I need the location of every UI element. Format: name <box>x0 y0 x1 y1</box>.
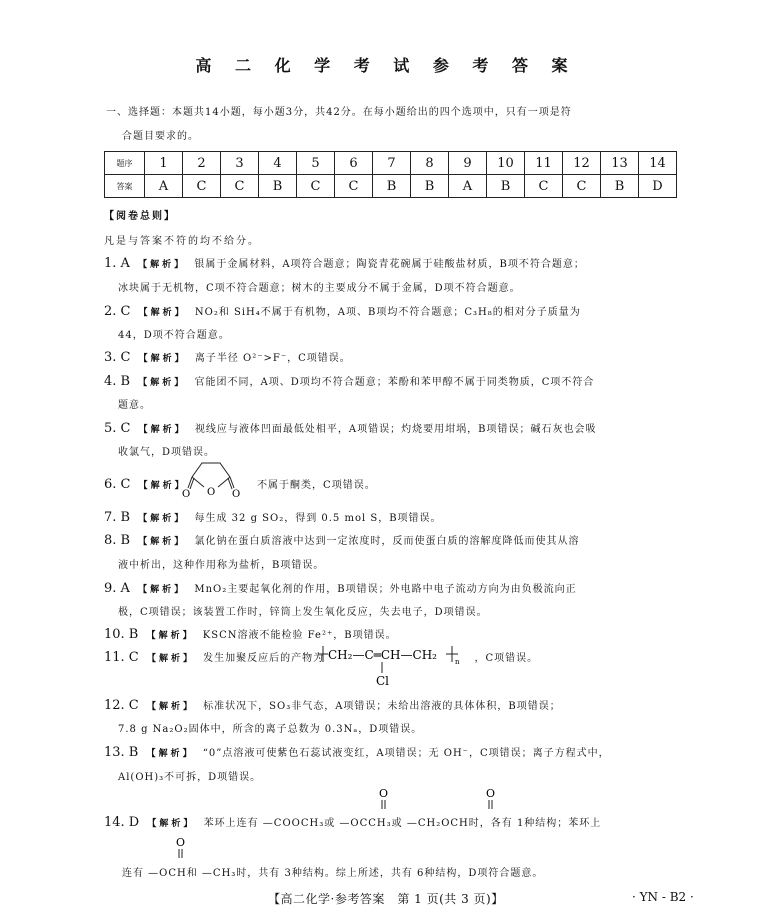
table-cell: 8 <box>411 152 449 175</box>
formula-cl: Cl <box>376 674 390 688</box>
analysis-tag: 【解析】 <box>146 631 195 641</box>
rules-text: 凡是与答案不符的均不给分。 <box>104 236 260 247</box>
table-cell: 9 <box>449 152 487 175</box>
question-number: 10. B <box>104 627 139 642</box>
question-3 <box>104 349 351 365</box>
polymer-formula-icon <box>318 640 466 690</box>
table-cell: B <box>373 175 411 198</box>
question-8 <box>104 532 579 548</box>
table-row-answers <box>105 175 677 198</box>
rules-heading: 【阅卷总则】 <box>104 211 176 222</box>
analysis-tag: 【解析】 <box>138 354 187 364</box>
carbonyl-mark-icon <box>168 834 198 860</box>
question-number: 9. A <box>104 581 130 596</box>
table-row-numbers <box>105 152 677 175</box>
table-cell: C <box>563 175 601 198</box>
table-cell: 1 <box>145 152 183 175</box>
question-text: 银属于金属材料，A项符合题意；陶瓷青花碗属于硅酸盐材质，B项不符合题意； <box>194 259 585 270</box>
table-cell: C <box>335 175 373 198</box>
question-text: 每生成 32 g SO₂，得到 0.5 mol S，B项错误。 <box>194 513 442 524</box>
svg-text:O: O <box>207 487 216 498</box>
table-cell: C <box>525 175 563 198</box>
table-cell: B <box>601 175 639 198</box>
svg-text:O: O <box>182 489 191 500</box>
svg-text:O: O <box>486 787 496 800</box>
analysis-tag: 【解析】 <box>138 537 187 547</box>
svg-text:CH₂—C═CH—CH₂: CH₂—C═CH—CH₂ <box>328 648 437 662</box>
section-intro-line1: 一、选择题：本题共14小题，每小题3分，共42分。在每小题给出的四个选项中，只有一项是符 <box>106 107 572 118</box>
question-7 <box>104 509 442 525</box>
analysis-tag: 【解析】 <box>138 260 187 270</box>
question-text: 视线应与液体凹面最低处相平，A项错误；灼烧要用坩埚，B项错误；碱石灰也会吸 <box>194 424 597 435</box>
question-number: 3. C <box>104 350 131 365</box>
question-text: 不属于酮类，C项错误。 <box>257 480 376 491</box>
question-text: KSCN溶液不能检验 Fe²⁺，B项错误。 <box>202 630 397 641</box>
table-cell: 2 <box>183 152 221 175</box>
question-number: 12. C <box>104 698 139 713</box>
question-number: 6. C <box>104 477 131 492</box>
question-number: 5. C <box>104 421 131 436</box>
question-number: 4. B <box>104 374 131 389</box>
analysis-tag: 【解析】 <box>146 702 195 712</box>
table-cell: 13 <box>601 152 639 175</box>
svg-text:n: n <box>455 658 460 666</box>
table-cell: 10 <box>487 152 525 175</box>
section-intro-line2: 合题目要求的。 <box>122 131 199 142</box>
question-text: 离子半径 O²⁻>F⁻，C项错误。 <box>194 353 351 364</box>
analysis-tag: 【解析】 <box>138 308 187 318</box>
question-text: 标准状况下，SO₃非气态，A项错误；未给出溶液的具体体积，B项错误； <box>203 701 561 712</box>
question-text: 发生加聚反应后的产物为 <box>203 653 325 664</box>
question-number: 14. D <box>104 815 140 830</box>
table-cell: A <box>145 175 183 198</box>
page-footer: 【高二化学·参考答案 第 1 页(共 3 页)】 <box>268 892 504 906</box>
question-text: 官能团不同，A项、D项均不符合题意；苯酚和苯甲醇不属于同类物质，C项不符合 <box>194 377 595 388</box>
answer-table <box>104 151 677 198</box>
question-text: 苯环上连有 —COOCH₃或 —OCCH₃或 —CH₂OCH时，各有 1种结构；苯环上 <box>203 818 602 829</box>
table-cell: 5 <box>297 152 335 175</box>
question-2 <box>104 303 581 319</box>
table-cell: D <box>639 175 677 198</box>
analysis-tag: 【解析】 <box>146 654 195 664</box>
question-text: MnO₂主要起氧化剂的作用，B项错误；外电路中电子流动方向为由负极流向正 <box>194 584 577 595</box>
question-text: 氯化钠在蛋白质溶液中达到一定浓度时，反而使蛋白质的溶解度降低而使其从溶 <box>194 536 580 547</box>
question-14-line2: 连有 —OCH和 —CH₃时，共有 3种结构。综上所述，共有 6种结构，D项符合题意。 <box>122 868 544 879</box>
question-number: 8. B <box>104 533 131 548</box>
table-header-answer: 答案 <box>105 175 145 198</box>
question-text: “0”点溶液可使紫色石蕊试液变红，A项错误；无 OH⁻，C项错误；离子方程式中， <box>202 748 610 759</box>
table-header-number: 题序 <box>105 152 145 175</box>
question-8-line2: 液中析出，这种作用称为盐析，B项错误。 <box>118 560 325 571</box>
question-number: 13. B <box>104 745 139 760</box>
question-1-line2: 冰块属于无机物，C项不符合题意；树木的主要成分不属于金属，D项不符合题意。 <box>118 283 521 294</box>
question-5-line2: 收氯气，D项错误。 <box>118 447 216 458</box>
table-cell: C <box>297 175 335 198</box>
table-cell: B <box>259 175 297 198</box>
table-cell: 4 <box>259 152 297 175</box>
svg-text:O: O <box>379 787 389 800</box>
svg-text:O: O <box>176 836 186 849</box>
table-cell: 7 <box>373 152 411 175</box>
question-number: 11. C <box>104 650 139 665</box>
page-code: · YN - B2 · <box>632 890 694 904</box>
table-cell: A <box>449 175 487 198</box>
question-number: 1. A <box>104 256 130 271</box>
table-cell: B <box>411 175 449 198</box>
question-12 <box>104 697 561 713</box>
table-cell: 11 <box>525 152 563 175</box>
question-9 <box>104 580 577 596</box>
question-4-line2: 题意。 <box>118 400 151 411</box>
table-cell: C <box>221 175 259 198</box>
analysis-tag: 【解析】 <box>147 819 196 829</box>
question-text: NO₂和 SiH₄不属于有机物，A项、B项均不符合题意；C₃H₈的相对分子质量为 <box>194 307 581 318</box>
question-9-line2: 极，C项错误；该装置工作时，锌筒上发生氧化反应，失去电子，D项错误。 <box>118 607 488 618</box>
question-12-line2: 7.8 g Na₂O₂固体中，所含的离子总数为 0.3Nₐ，D项错误。 <box>118 724 423 735</box>
question-1 <box>104 255 585 271</box>
analysis-tag: 【解析】 <box>138 425 187 435</box>
question-number: 7. B <box>104 510 131 525</box>
analysis-tag: 【解析】 <box>146 749 195 759</box>
question-4 <box>104 373 594 389</box>
question-number: 2. C <box>104 304 131 319</box>
page-title: 高 二 化 学 考 试 参 考 答 案 <box>195 56 577 75</box>
analysis-tag: 【解析】 <box>138 378 187 388</box>
svg-text:O: O <box>232 489 241 500</box>
table-cell: B <box>487 175 525 198</box>
table-cell: 6 <box>335 152 373 175</box>
table-cell: 14 <box>639 152 677 175</box>
table-cell: 3 <box>221 152 259 175</box>
analysis-tag: 【解析】 <box>138 481 187 491</box>
anhydride-structure-icon <box>180 455 242 500</box>
question-14 <box>104 814 601 830</box>
analysis-tag: 【解析】 <box>138 514 187 524</box>
question-text-tail: ，C项错误。 <box>474 653 539 664</box>
table-cell: 12 <box>563 152 601 175</box>
question-5 <box>104 420 596 436</box>
analysis-tag: 【解析】 <box>138 585 187 595</box>
carbonyl-marks-icon <box>360 785 520 811</box>
question-2-line2: 44，D项不符合题意。 <box>118 330 230 341</box>
table-cell: C <box>183 175 221 198</box>
question-13-line2: Al(OH)₃不可拆，D项错误。 <box>118 772 262 783</box>
question-13 <box>104 744 610 760</box>
